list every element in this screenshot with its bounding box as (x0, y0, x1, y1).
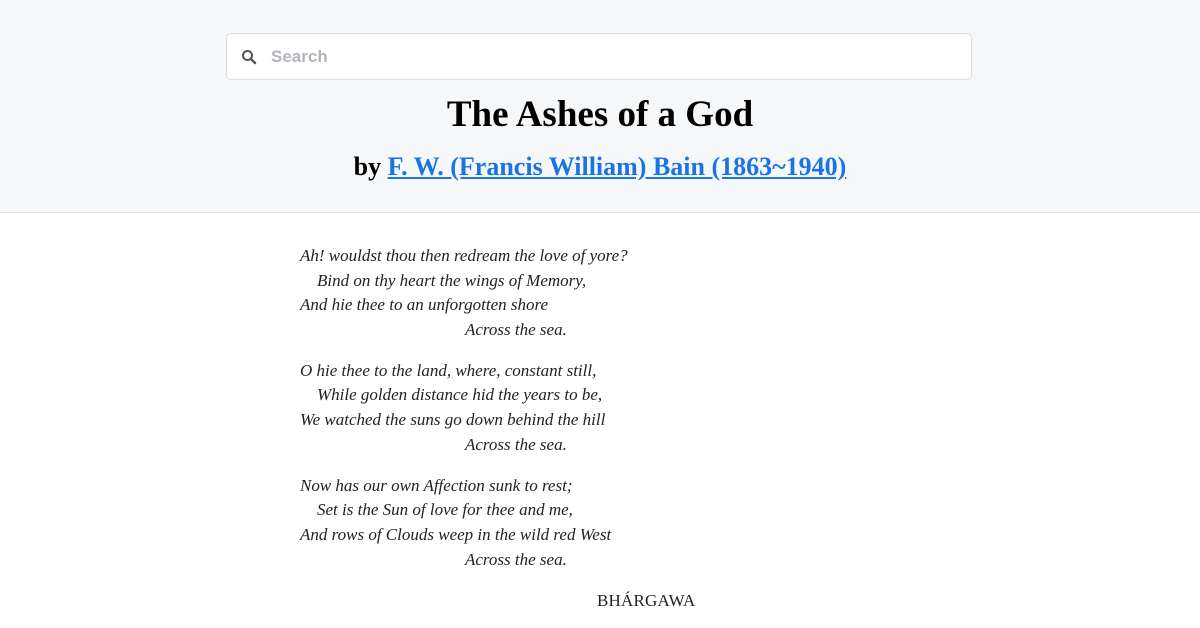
byline (0, 150, 1200, 184)
byline-prefix: by (353, 152, 382, 181)
stanza (300, 359, 900, 458)
poem-line: O hie thee to the land, where, constant still, (300, 360, 597, 380)
poem-line: While golden distance hid the years to be, (317, 385, 603, 405)
stanza (300, 244, 900, 343)
poem-refrain: Across the sea. (465, 549, 567, 569)
poem-line: And rows of Clouds weep in the wild red West (300, 524, 612, 544)
search-box[interactable] (226, 33, 972, 80)
poem-line: And hie thee to an unforgotten shore (300, 295, 549, 315)
author-link[interactable]: F. W. (Francis William) Bain (1863~1940) (387, 152, 847, 181)
poem-line: Bind on thy heart the wings of Memory, (317, 270, 587, 290)
book-title: The Ashes of a God (446, 94, 754, 135)
poem-signature: BHÁRGAWA (597, 591, 696, 610)
poem-refrain: Across the sea. (465, 320, 567, 340)
poem-line: Set is the Sun of love for thee and me, (317, 500, 573, 520)
search-input[interactable] (271, 34, 961, 79)
poem-line: We watched the suns go down behind the hill (300, 410, 606, 430)
poem-line: Ah! wouldst thou then redream the love of yore? (300, 246, 628, 265)
poem (300, 244, 900, 588)
stanza (300, 474, 900, 573)
search-icon (241, 49, 257, 65)
poem-line: Now has our own Affection sunk to rest; (300, 475, 573, 495)
page-header (0, 0, 1200, 213)
poem-refrain: Across the sea. (465, 434, 567, 454)
